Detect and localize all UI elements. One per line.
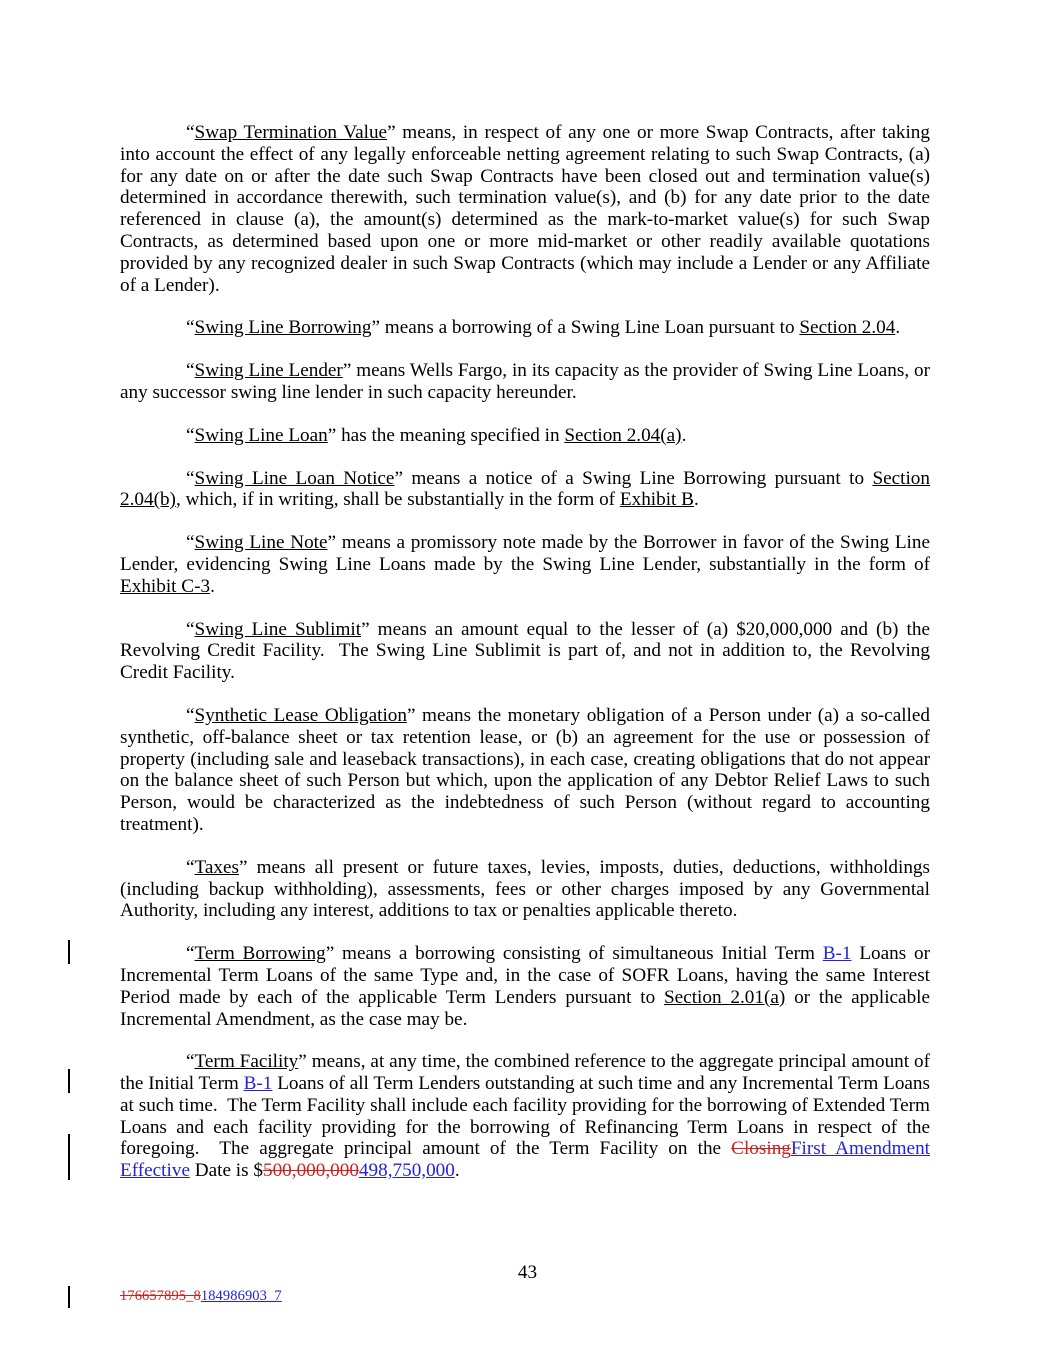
defined-term-swing-line-lender: Swing Line Lender (194, 360, 343, 382)
paragraph-swing-line-note: “Swing Line Note” means a promissory note made by the Borrower in favor of the Swing Line Lender, evidencing Swing Line Loans made by the Swing Line Lender, substantially in the form of Exhibit C-3. (120, 532, 930, 597)
cross-reference-exhibit-b: Exhibit B (619, 489, 694, 511)
insertion-footer-id: 184986903_7 (200, 1288, 282, 1304)
insertion-b-1-term-borrowing: B-1 (822, 943, 852, 965)
paragraph-swing-line-sublimit: “Swing Line Sublimit” means an amount equal to the lesser of (a) $20,000,000 and (b) the Revolving Credit Facility. The Swing Line Sublimit is part of, and not in addition to, the Revolving Credit Facility. (120, 618, 930, 684)
paragraph-swing-line-lender: “Swing Line Lender” means Wells Fargo, in its capacity as the provider of Swing Line Loans, or any successor swing line lender in such capacity hereunder. (120, 360, 930, 403)
paragraph-swing-line-loan-notice: “Swing Line Loan Notice” means a notice of a Swing Line Borrowing pursuant to Section 2.04(b), which, if in writing, shall be substantially in the form of Exhibit B. (120, 467, 930, 511)
cross-reference-section-2-04: Section 2.04 (799, 317, 896, 339)
page-number: 43 (517, 1262, 538, 1283)
change-bar-term-borrowing (68, 940, 70, 964)
deletion-closing: Closing (731, 1138, 791, 1160)
paragraph-swap-termination-value: “Swap Termination Value” means, in respect of any one or more Swap Contracts, after taking into account the effect of any legally enforceable netting agreement relating to such Swap Contracts, (a) for any date on or after the date such Swap Contracts have been closed out and termination value(s) determined in accordance therewith, such termination value(s), and (b) for any date prior to the date referenced in clause (a), the amount(s) determined as the mark-to-market value(s) for such Swap Contracts, as determined based upon one or more mid-market or other readily available quotations provided by any recognized dealer in such Swap Contracts (which may include a Lender or any Affiliate of a Lender). (120, 122, 930, 296)
cross-reference-exhibit-c-3: Exhibit C-3 (120, 575, 211, 597)
cross-reference-section-2-04b: Section 2.04(b) (120, 467, 930, 511)
cross-reference-section-2-01a: Section 2.01(a) (664, 986, 786, 1008)
defined-term-swing-line-sublimit: Swing Line Sublimit (194, 618, 362, 640)
deletion-footer-id: 176657895_8 (120, 1288, 201, 1304)
paragraph-term-facility: “Term Facility” means, at any time, the combined reference to the aggregate principal amount of the Initial Term B-1 Loans of all Term Lenders outstanding at such time and any Incremental Term Loans at such time. The Term Facility shall include each facility providing for the borrowing of Extended Term Loans and each facility providing for the borrowing of Refinancing Term Loans in respect of the foregoing. The aggregate principal amount of the Term Facility on the ClosingFirst Amendment Effective Date is $500,000,000498,750,000. (120, 1051, 930, 1182)
cross-reference-section-2-04a: Section 2.04(a) (564, 424, 682, 446)
defined-term-taxes: Taxes (194, 856, 240, 878)
defined-term-swing-line-borrowing: Swing Line Borrowing (194, 317, 372, 339)
paragraph-swing-line-loan: “Swing Line Loan” has the meaning specified in Section 2.04(a). (186, 424, 687, 446)
insertion-first-amendment-effective: First Amendment Effective (120, 1138, 930, 1182)
deletion-original-amount: 500,000,000 (262, 1160, 359, 1182)
defined-term-term-facility: Term Facility (194, 1051, 299, 1073)
insertion-b-1-term-facility: B-1 (243, 1073, 273, 1095)
change-bar-term-facility-1 (68, 1069, 70, 1093)
defined-term-synthetic-lease-obligation: Synthetic Lease Obligation (194, 704, 407, 726)
insertion-new-amount: 498,750,000 (358, 1160, 455, 1182)
defined-term-term-borrowing: Term Borrowing (194, 943, 326, 965)
defined-term-swing-line-note: Swing Line Note (194, 532, 328, 554)
document-body (120, 122, 930, 1182)
change-bar-term-facility-3 (68, 1156, 70, 1180)
change-bar-footer (68, 1286, 70, 1308)
document-footer-id (120, 1288, 282, 1305)
paragraph-term-borrowing: “Term Borrowing” means a borrowing consisting of simultaneous Initial Term B-1 Loans or Incremental Term Loans of the same Type and, in the case of SOFR Loans, having the same Interest Period made by each of the applicable Term Lenders pursuant to Section 2.01(a) or the applicable Incremental Amendment, as the case may be. (120, 943, 931, 1030)
paragraph-taxes: “Taxes” means all present or future taxes, levies, imposts, duties, deductions, withholdings (including backup withholding), assessments, fees or other charges imposed by any Governmental Authority, including any interest, additions to tax or penalties applicable thereto. (120, 856, 930, 922)
defined-term-swing-line-loan-notice: Swing Line Loan Notice (194, 467, 395, 489)
paragraph-swing-line-borrowing: “Swing Line Borrowing” means a borrowing of a Swing Line Loan pursuant to Section 2.04. (186, 317, 901, 339)
change-bar-term-facility-2 (68, 1134, 70, 1158)
defined-term-swap-termination-value: Swap Termination Value (194, 122, 388, 143)
paragraph-synthetic-lease-obligation: “Synthetic Lease Obligation” means the monetary obligation of a Person under (a) a so-called synthetic, off-balance sheet or tax retention lease, or (b) an agreement for the use or possession of property (including sale and leaseback transactions), in each case, creating obligations that do not appear on the balance sheet of such Person but which, upon the application of any Debtor Relief Laws to such Person, would be characterized as the indebtedness of such Person (without regard to accounting treatment). (120, 704, 930, 835)
defined-term-swing-line-loan: Swing Line Loan (194, 424, 328, 446)
